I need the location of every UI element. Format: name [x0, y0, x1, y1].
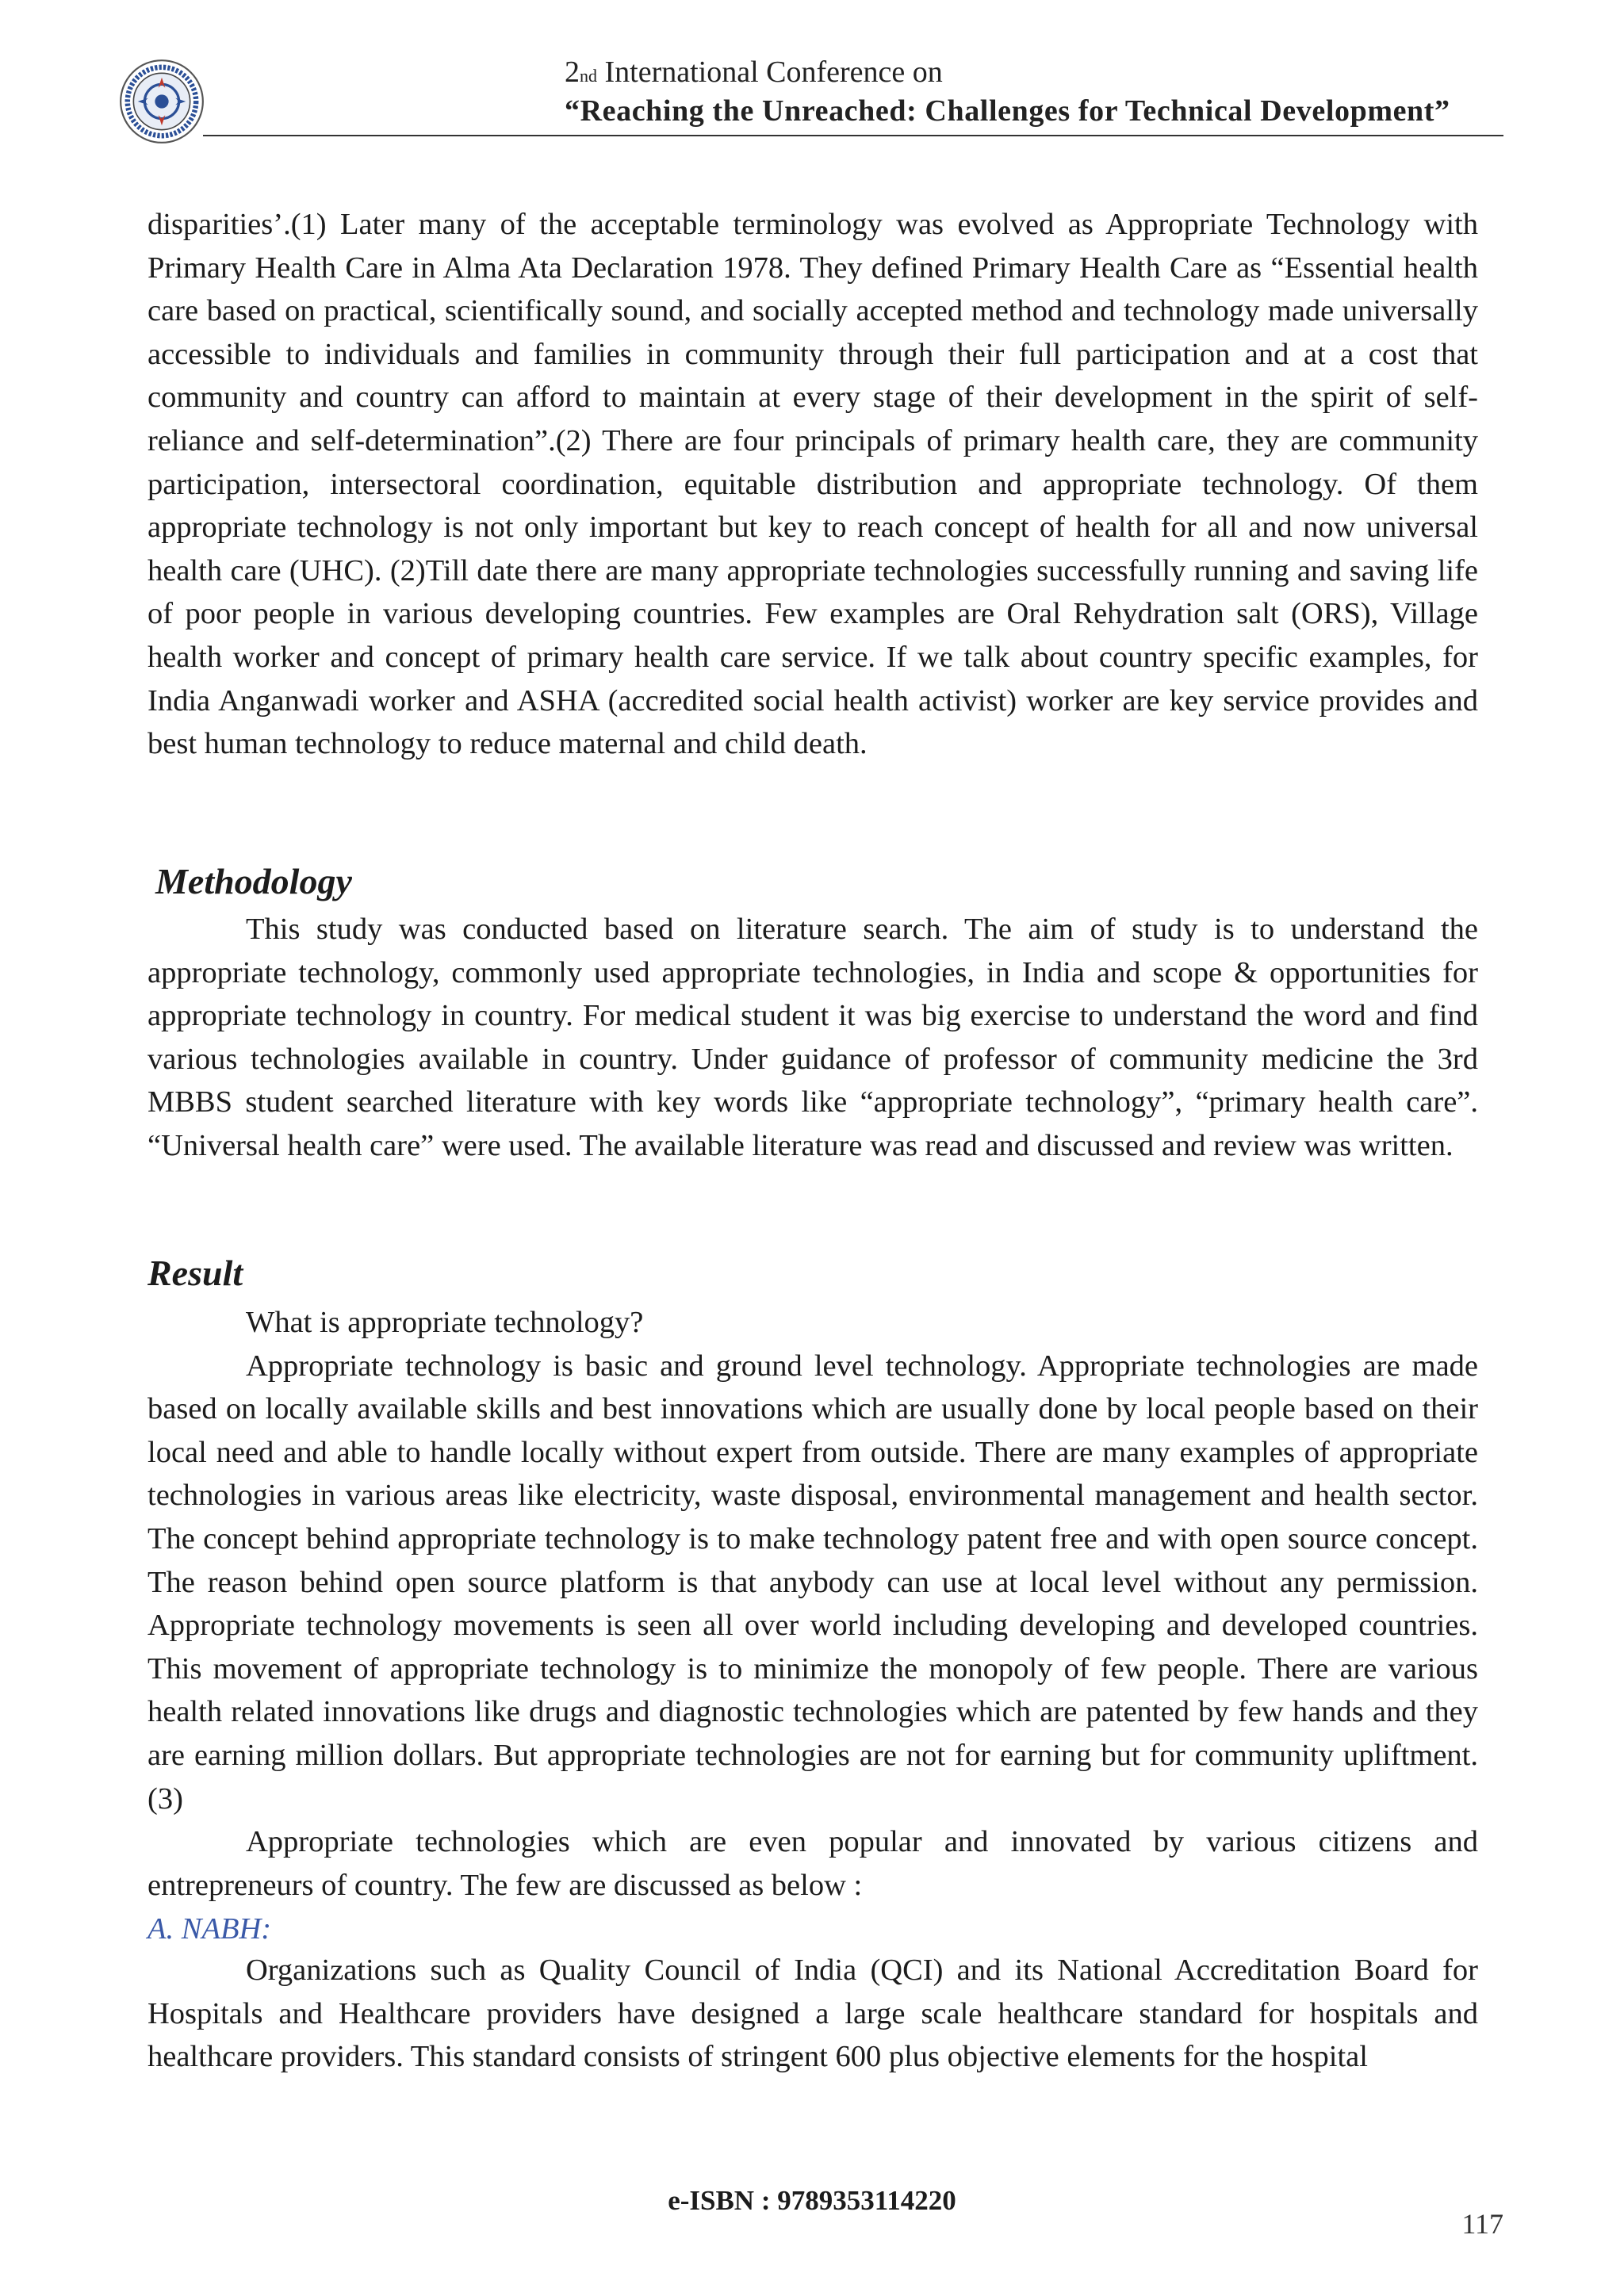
header-divider	[203, 135, 1503, 136]
conference-edition	[565, 54, 943, 94]
subsection-a-body	[147, 1949, 1478, 2079]
methodology-paragraph: This study was conducted based on literature search. The aim of study is to understand the appropriate technology, commonly used appropriate technologies, in India and scope & opportunities for appropriate technology in country. For medical student it was big exercise to understand the word and find various technologies available in country. Under guidance of professor of community medicine the 3rd MBBS student searched literature with key words like “appropriate technology”, “primary health care”. “Universal health care” were used. The available literature was read and discussed and review was written.	[147, 913, 1478, 1162]
result-paragraph-3: Organizations such as Quality Council of India (QCI) and its National Accreditation Board for Hospitals and Healthcare providers have designed a large scale healthcare standard for hospitals and healthcare providers. This standard consists of stringent 600 plus objective elements for the hospital	[147, 1954, 1478, 2074]
result-paragraph-1: Appropriate technology is basic and ground level technology. Appropriate technologies are made based on locally available skills and best innovations which are usually done by local people based on their local need and able to handle locally without expert from outside. There are many examples of appropriate technologies in various areas like electricity, waste disposal, environmental management and health sector. The concept behind appropriate technology is to make technology patent free and with open source concept. The reason behind open source platform is that anybody can use at local level without any permission. Appropriate technology movements is seen all over world including developing and developed countries. This movement of appropriate technology is to minimize the monopoly of few people. There are various health related innovations like drugs and diagnostic technologies which are patented by few hands and they are earning million dollars. But appropriate technologies are not for earning but for community upliftment.(3)	[147, 1349, 1478, 1816]
methodology-heading: Methodology	[155, 861, 352, 901]
conference-title: “Reaching the Unreached: Challenges for Technical Development”	[565, 94, 1450, 128]
conference-logo-icon	[119, 59, 205, 144]
isbn-footer: e-ISBN : 9789353114220	[668, 2185, 956, 2216]
result-paragraph-2: Appropriate technologies which are even popular and innovated by various citizens and entrepreneurs of country. The few are discussed as below :	[147, 1825, 1478, 1902]
conference-name: International Conference on	[604, 55, 943, 89]
intro-section	[147, 203, 1478, 766]
result-heading: Result	[147, 1253, 243, 1293]
page-number: 117	[1461, 2208, 1503, 2240]
intro-paragraph: disparities’.(1) Later many of the acceptable terminology was evolved as Appropriate Technology with Primary Health Care in Alma Ata Declaration 1978. They defined Primary Health Care as “Essential health care based on practical, scientifically sound, and socially accepted method and technology made universally accessible to individuals and families in community through their full participation and at a cost that community and country can afford to maintain at every stage of their development in the spirit of self-reliance and self-determination”.(2) There are four principals of primary health care, they are community participation, intersectoral coordination, equitable distribution and appropriate technology. Of them appropriate technology is not only important but key to reach concept of health for all and now universal health care (UHC). (2)Till date there are many appropriate technologies successfully running and saving life of poor people in various developing countries. Few examples are Oral Rehydration salt (ORS), Village health worker and concept of primary health care service. If we talk about country specific examples, for India Anganwadi worker and ASHA (accredited social health activist) worker are key service provides and best human technology to reduce maternal and child death.	[147, 208, 1478, 761]
result-section	[147, 1301, 1478, 1907]
conference-ordinal: 2	[565, 55, 580, 89]
subsection-a-heading: A. NABH:	[147, 1912, 272, 1946]
result-question: What is appropriate technology?	[246, 1306, 644, 1339]
conference-ordinal-suffix: nd	[580, 66, 597, 86]
methodology-section	[147, 908, 1478, 1168]
